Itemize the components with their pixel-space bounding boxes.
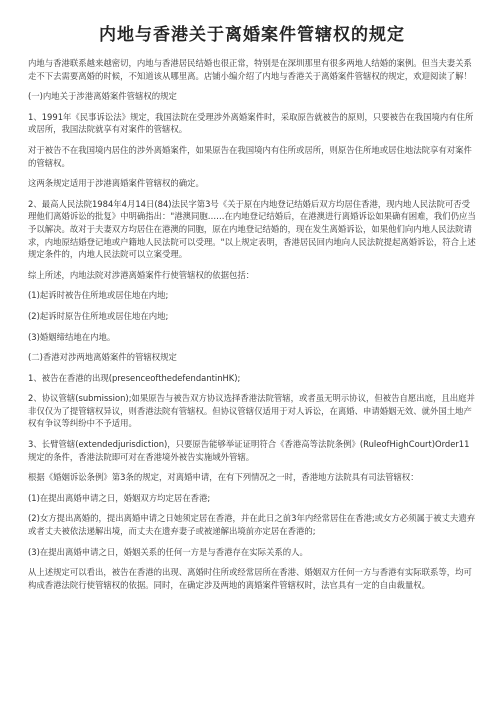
paragraph-intro: 内地与香港联系越来越密切，内地与香港居民结婚也很正常，特别是在深圳那里有很多两地人结婚的案例。但当夫妻关系走不下去需要离婚的时候，不知道该从哪里离。店铺小编介绍了内地与香港关于离婚案件管辖权的规定，欢迎阅读了解！ bbox=[28, 58, 472, 81]
paragraph: 2、协议管辖(submission);如果原告与被告双方协议选择香港法院管辖，或者虽无明示协议，但被告自愿出庭，且出庭并非仅仅为了提管辖权异议，则香港法院有管辖权。但协议管辖仅适用于对人诉讼，在离婚、申请婚姻无效、就外国土地产权有争议等纠纷中不予适用。 bbox=[28, 393, 475, 429]
paragraph: 2、最高人民法院1984年4月14日(84)法民字第3号《关于原在内地登记结婚后双方均居住香港，现内地人民法院可否受理他们离婚诉讼的批复》中明确指出："港澳同胞……在内地登记结婚后，在港澳进行离婚诉讼如果确有困难，我们仍应当予以解决。故对于夫妻双方均居住在港澳的同胞，原在内地登记结婚的，现在发生离婚诉讼，如果他们向内地人民法院请求，内地原结婚登记地或户籍地人民法院可以受理。"以上规定表明，香港居民回内地向人民法院提起离婚诉讼，符合上述规定条件的，内地人民法院可以立案受理。 bbox=[28, 198, 476, 260]
list-item: (1)在提出离婚申请之日，婚姻双方均定居在香港; bbox=[28, 492, 211, 503]
paragraph: 对于被告不在我国境内居住的涉外离婚案件，如果原告在我国境内有住所或居所，则原告住所地或居住地法院享有对案件的管辖权。 bbox=[28, 144, 472, 168]
paragraph: 1、被告在香港的出现(presenceofthedefendantinHK); bbox=[28, 372, 241, 383]
paragraph: 综上所述，内地法院对涉港离婚案件行使管辖权的依据包括： bbox=[28, 269, 255, 280]
section-heading-mainland: (一)内地关于涉港离婚案件管辖权的规定 bbox=[28, 91, 177, 102]
list-item: (2)女方提出离婚的，提出离婚申请之日她须定居在香港，并在此日之前3年内经常居住在香港;或女方必须属于被丈夫遗弃或者丈夫被依法递解出境，而丈夫在遗弃妻子或被递解出境前亦定居在香港的; bbox=[28, 513, 476, 537]
paragraph-conclusion: 从上述规定可以看出，被告在香港的出现、离婚时住所或经常居所在香港、婚姻双方任何一方与香港有实际联系等，均可构成香港法院行使管辖权的依据。同时，在确定涉及两地的离婚案件管辖权时，法官具有一定的自由裁量权。 bbox=[28, 567, 472, 590]
paragraph: 1、1991年《民事诉讼法》规定，我国法院在受理涉外离婚案件时，采取原告就被告的原则，只要被告在我国境内有住所或居所，我国法院就享有对案件的管辖权。 bbox=[28, 111, 474, 135]
list-item: (3)在提出离婚申请之日，婚姻关系的任何一方是与香港存在实际关系的人。 bbox=[28, 546, 308, 557]
list-item: (2)起诉时原告住所地或居住地在内地; bbox=[28, 310, 169, 321]
paragraph: 根据《婚姻诉讼条例》第3条的规定，对离婚申请，在有下列情况之一时，香港地方法院具有司法管辖权： bbox=[28, 472, 419, 483]
paragraph: 这两条规定适用于涉港离婚案件管辖权的确定。 bbox=[28, 178, 204, 189]
section-heading-hongkong: (二)香港对涉两地离婚案件的管辖权规定 bbox=[28, 352, 177, 363]
list-item: (3)婚姻缔结地在内地。 bbox=[28, 331, 116, 342]
paragraph: 3、长臂管辖(extendedjurisdiction)，只要原告能够举证证明符合《香港高等法院条例》(RuleofHighCourt)Order11规定的条件，香港法院即可对在香港境外被告实施域外管辖。 bbox=[28, 439, 470, 462]
page-title: 内地与香港关于离婚案件管辖权的规定 bbox=[99, 25, 405, 45]
list-item: (1)起诉时被告住所地或居住地在内地; bbox=[28, 290, 169, 301]
